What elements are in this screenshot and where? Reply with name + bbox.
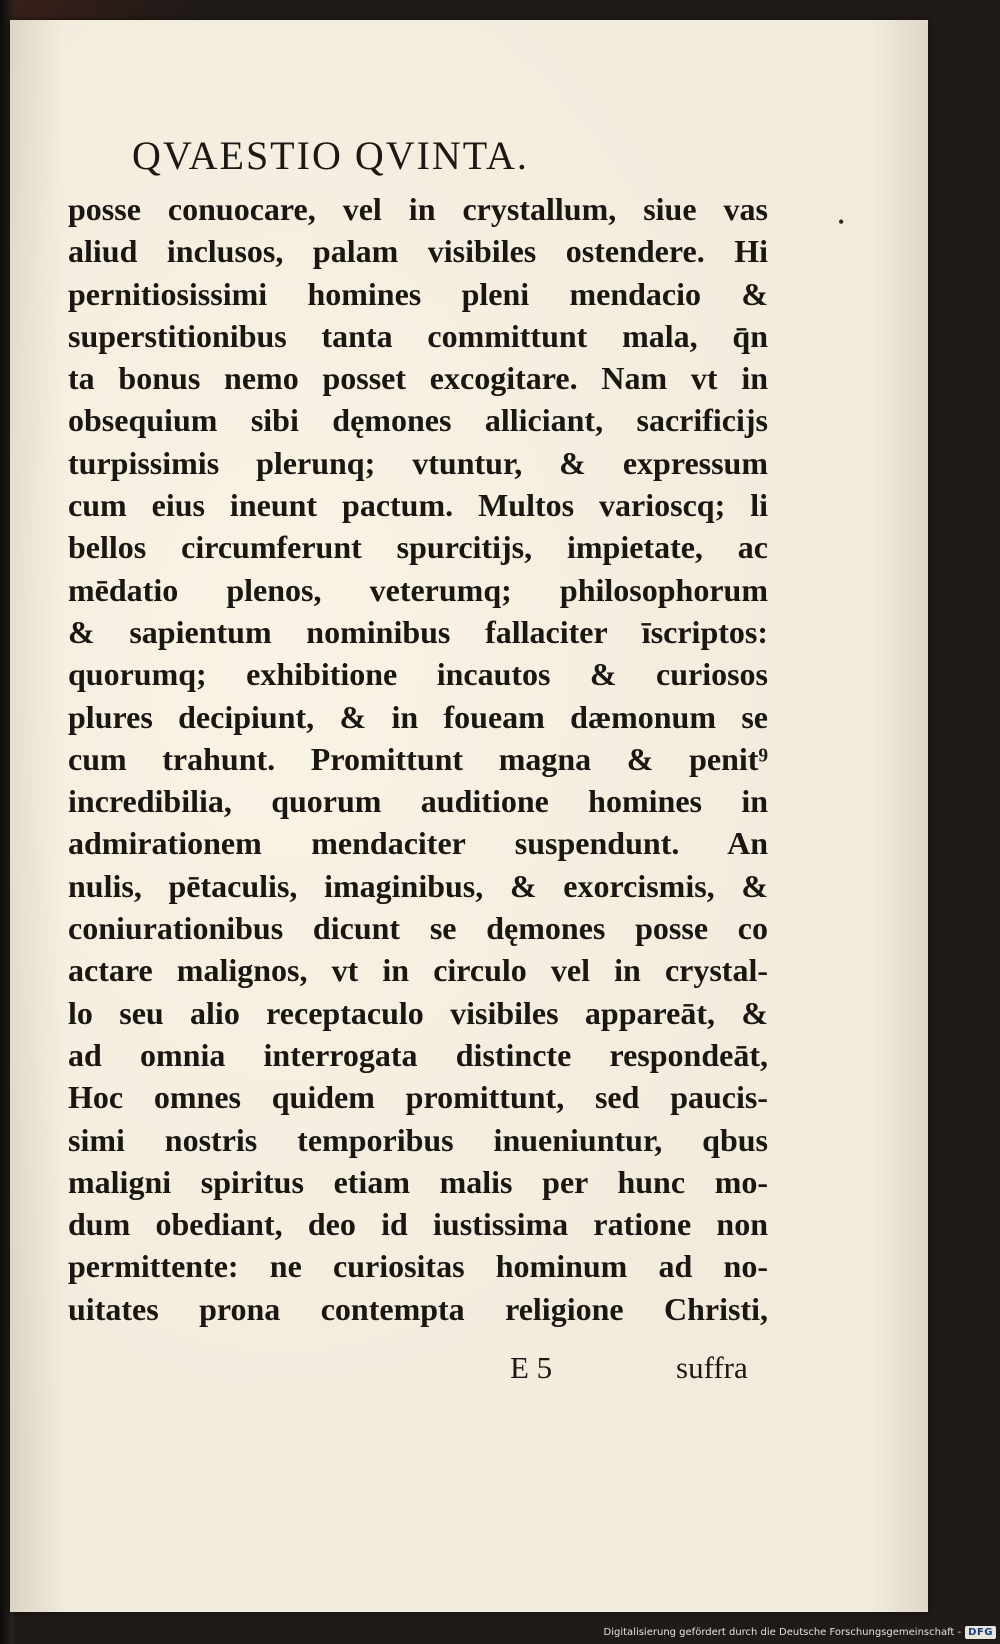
text-line: ta bonus nemo posset excogitare. Nam vt in (68, 360, 768, 397)
text-line: actare malignos, vt in circulo vel in crystal- (68, 952, 768, 989)
text-line: superstitionibus tanta committunt mala, q̄n (68, 317, 768, 354)
text-line: obsequium sibi dęmones alliciant, sacrificijs (68, 402, 768, 439)
running-head: QVAESTIO QVINTA. (132, 133, 529, 178)
text-line: admirationem mendaciter suspendunt. An (68, 825, 768, 862)
text-line: coniurationibus dicunt se dęmones posse co (68, 910, 768, 947)
text-line: dum obediant, deo id iustissima ratione non (68, 1206, 768, 1243)
text-line: aliud inclusos, palam visibiles ostendere. Hi (68, 233, 768, 270)
text-line: cum trahunt. Promittunt magna & penit⁹ (68, 740, 768, 777)
signature-mark: E 5 (510, 1350, 553, 1385)
text-line: & sapientum nominibus fallaciter īscriptos: (68, 613, 768, 650)
text-line: uitates prona contempta religione Christi, (68, 1290, 768, 1327)
margin-mark: • (838, 212, 845, 232)
text-line: lo seu alio receptaculo visibiles appareāt, & (68, 994, 768, 1031)
digitization-credit (604, 1622, 996, 1642)
credit-text: Digitalisierung gefördert durch die Deutsche Forschungsgemeinschaft - (603, 1626, 962, 1638)
body-text (68, 188, 768, 1330)
text-line: maligni spiritus etiam malis per hunc mo- (68, 1163, 768, 1200)
text-line: incredibilia, quorum auditione homines in (68, 783, 768, 820)
catchword: suffra (676, 1350, 748, 1385)
text-line: pernitiosissimi homines pleni mendacio & (68, 275, 768, 312)
text-line: Hoc omnes quidem promittunt, sed paucis- (68, 1079, 768, 1116)
text-line: bellos circumferunt spurcitijs, impietate, ac (68, 529, 768, 566)
dfg-logo: DFG (965, 1626, 996, 1639)
text-line: posse conuocare, vel in crystallum, siue vas (68, 191, 768, 227)
text-line: mēdatio plenos, veterumq; philosophorum (68, 571, 768, 608)
text-line: quorumq; exhibitione incautos & curiosos (68, 656, 768, 693)
text-line: nulis, pētaculis, imaginibus, & exorcismis, & (68, 867, 768, 904)
text-line: turpissimis plerunq; vtuntur, & expressum (68, 444, 768, 481)
book-page (10, 20, 928, 1612)
text-line: permittente: ne curiositas hominum ad no- (68, 1248, 768, 1285)
text-line: plures decipiunt, & in foueam dæmonum se (68, 698, 768, 735)
text-line: cum eius ineunt pactum. Multos varioscq; li (68, 487, 768, 524)
text-line: simi nostris temporibus inueniuntur, qbus (68, 1121, 768, 1158)
text-line: ad omnia interrogata distincte respondeāt, (68, 1036, 768, 1073)
